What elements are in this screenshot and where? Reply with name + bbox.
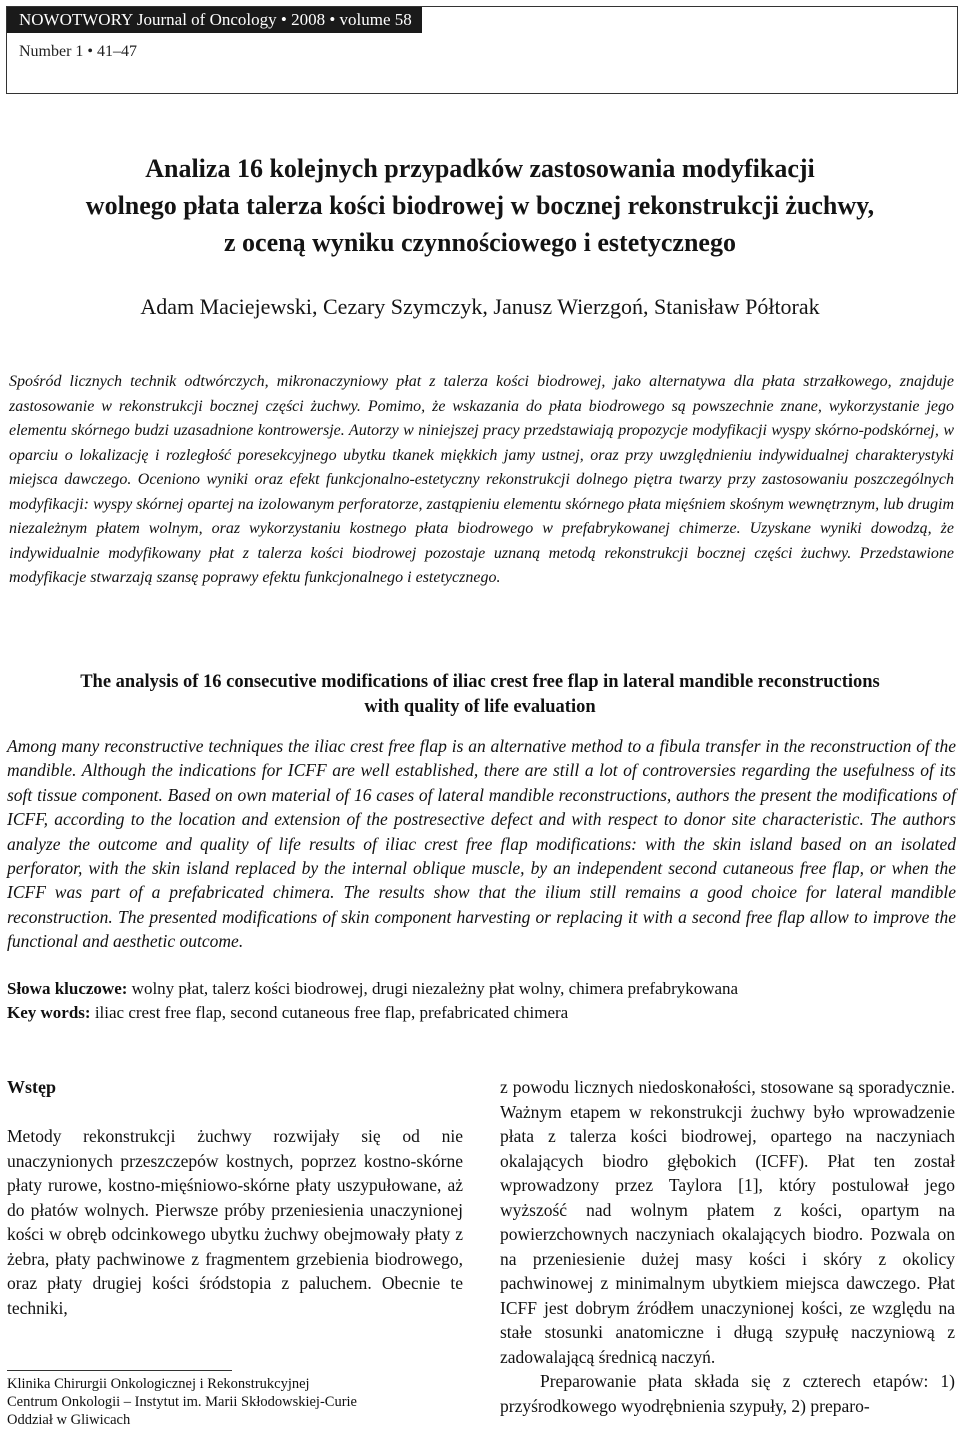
abstract-polish: Spośród licznych technik odtwórczych, mikronaczyniowy płat z talerza kości biodrowej, jako alternatywa dla płata strzałkowego, znajduje zastosowanie w rekonstrukcji bocznej części żuchwy. Pomimo, że wskazania do płata biodrowego są powszechnie znane, wykorzystanie jego elementu skórnego budzi uzasadnione kontrowersje. Autorzy w niniejszej pracy przedstawiają propozycje modyfikacji wyspy skórno-podskórnej, w oparciu o lokalizację i rozległość poresekcyjnego ubytku tkanek miękkich jamy ustnej, oraz przy uwzględnieniu indywidualnej charakterystyki miejsca dawczego. Oceniono wyniki oraz efekt funkcjonalno-estetyczny rekonstrukcji dolnego piętra twarzy przy zastosowaniu poszczególnych modyfikacji: wyspy skórnej opartej na izolowanym perforatorze, zastąpieniu elementu skórnego płata mięśniem skośnym wewnętrznym, lub drugim niezależnym płatem wolnym, oraz wykorzystaniu kostnego płata biodrowego w prefabrykowanej chimerze. Uzyskane wyniki dowodzą, że indywidualnie modyfikowany płat z talerza kości biodrowej pozostaje uznaną metodą rekonstrukcji bocznej części żuchwy. Przedstawione modyfikacje stwarzają szansę poprawy efektu funkcjonalnego i estetycznego.: [9, 373, 954, 586]
keywords-english-label: Key words:: [7, 1003, 91, 1022]
issue-number: Number 1 • 41–47: [19, 43, 138, 60]
keywords-english: [7, 1001, 956, 1025]
journal-name: NOWOTWORY Journal of Oncology • 2008 • volume 58: [7, 7, 422, 33]
section-heading: Wstęp: [7, 1077, 56, 1097]
affiliation-footnote: [7, 1375, 477, 1429]
article-title: [0, 150, 960, 261]
authors: Adam Maciejewski, Cezary Szymczyk, Janusz Wierzgoń, Stanisław Półtorak: [140, 294, 820, 319]
title-line: z oceną wyniku czynnościowego i estetycznego: [224, 228, 736, 257]
abstract-english: Among many reconstructive techniques the iliac crest free flap is an alternative method to a fibula transfer in the reconstruction of the mandible. Although the indications for ICFF are well established, there are still a lot of controversies regarding the usefulness of its soft tissue component. Based on own material of 16 cases of lateral mandible reconstructions, authors the present the modifications of ICFF, according to the location and extension of the postresective defect and with respect to donor site characteristic. The authors analyze the outcome and quality of life results of iliac crest free flap modifications: with the skin island based on an isolated perforator, with the skin island replaced by the internal oblique muscle, by an independent second cutaneous free flap, or when the ICFF was part of a prefabricated chimera. The results show that the ilium still remains a good choice for lateral mandible reconstruction. The presented modifications of skin component harvesting or replacing it with a second free flap allow to improve the functional and aesthetic outcome.: [7, 736, 956, 952]
journal-header: [6, 6, 958, 94]
footnote-line: Klinika Chirurgii Onkologicznej i Rekonstrukcyjnej: [7, 1376, 310, 1392]
footnote-line: Centrum Onkologii – Instytut im. Marii Skłodowskiej-Curie: [7, 1394, 357, 1410]
english-title-line: The analysis of 16 consecutive modifications of iliac crest free flap in lateral mandible reconstructions: [80, 672, 880, 692]
footnote-divider: [7, 1370, 232, 1371]
footnote-line: Oddział w Gliwicach: [7, 1412, 131, 1428]
keywords-english-text: iliac crest free flap, second cutaneous free flap, prefabricated chimera: [90, 1003, 569, 1022]
keywords-polish-text: wolny płat, talerz kości biodrowej, drugi niezależny płat wolny, chimera prefabrykowana: [127, 979, 739, 998]
title-line: wolnego płata talerza kości biodrowej w bocznej rekonstrukcji żuchwy,: [85, 191, 875, 220]
keywords-polish: [7, 977, 956, 1001]
intro-paragraph: Metody rekonstrukcji żuchwy rozwijały się od nie unaczynionych przeszczepów kostnych, poprzez kostno-skórne płaty rurowe, kostno-mięśniowo-skórne płaty uszypułowane, aż do płatów wolnych. Pierwsze próby przeniesienia unaczynionej kości w obręb odcinkowego ubytku żuchwy obejmowały płaty z żebra, płaty pachwinowe z fragmentem grzebienia biodrowego, oraz płaty drugiej kości śródstopia z paluchem. Obecnie te techniki,: [7, 1126, 463, 1318]
english-title-line: with quality of life evaluation: [364, 697, 596, 717]
keywords-block: [7, 977, 956, 1025]
title-line: Analiza 16 kolejnych przypadków zastosowania modyfikacji: [145, 154, 815, 183]
intro-paragraph-continued: z powodu licznych niedoskonałości, stosowane są sporadycznie. Ważnym etapem w rekonstrukcji żuchwy było wprowadzenie płata z talerza kości biodrowej, opartego na naczyniach okalających biodro głębokich (ICFF). Płat ten został wprowadzony przez Taylora [1], który postulował jego wyższość nad wolnym płatem z kości, opartym na powierzchownych naczyniach okalających biodro. Pozwala on na przeniesienie dużej masy kości i skóry z okolicy pachwinowej z minimalnym ubytkiem miejsca dawczego. Płat ICFF jest dobrym źródłem unaczynionej kości, ze względu na stałe stosunki anatomiczne i długą szypułę naczyniową z zadowalającą średnicą naczyń.: [500, 1077, 955, 1367]
english-title: [0, 670, 960, 720]
intro-paragraph-2: Preparowanie płata składa się z czterech etapów: 1) przyśrodkowego wyodrębnienia szypuły, 2) preparo-: [500, 1371, 955, 1416]
intro-right-column: [500, 1075, 955, 1418]
keywords-polish-label: Słowa kluczowe:: [7, 979, 128, 998]
intro-left-column: [7, 1075, 463, 1320]
